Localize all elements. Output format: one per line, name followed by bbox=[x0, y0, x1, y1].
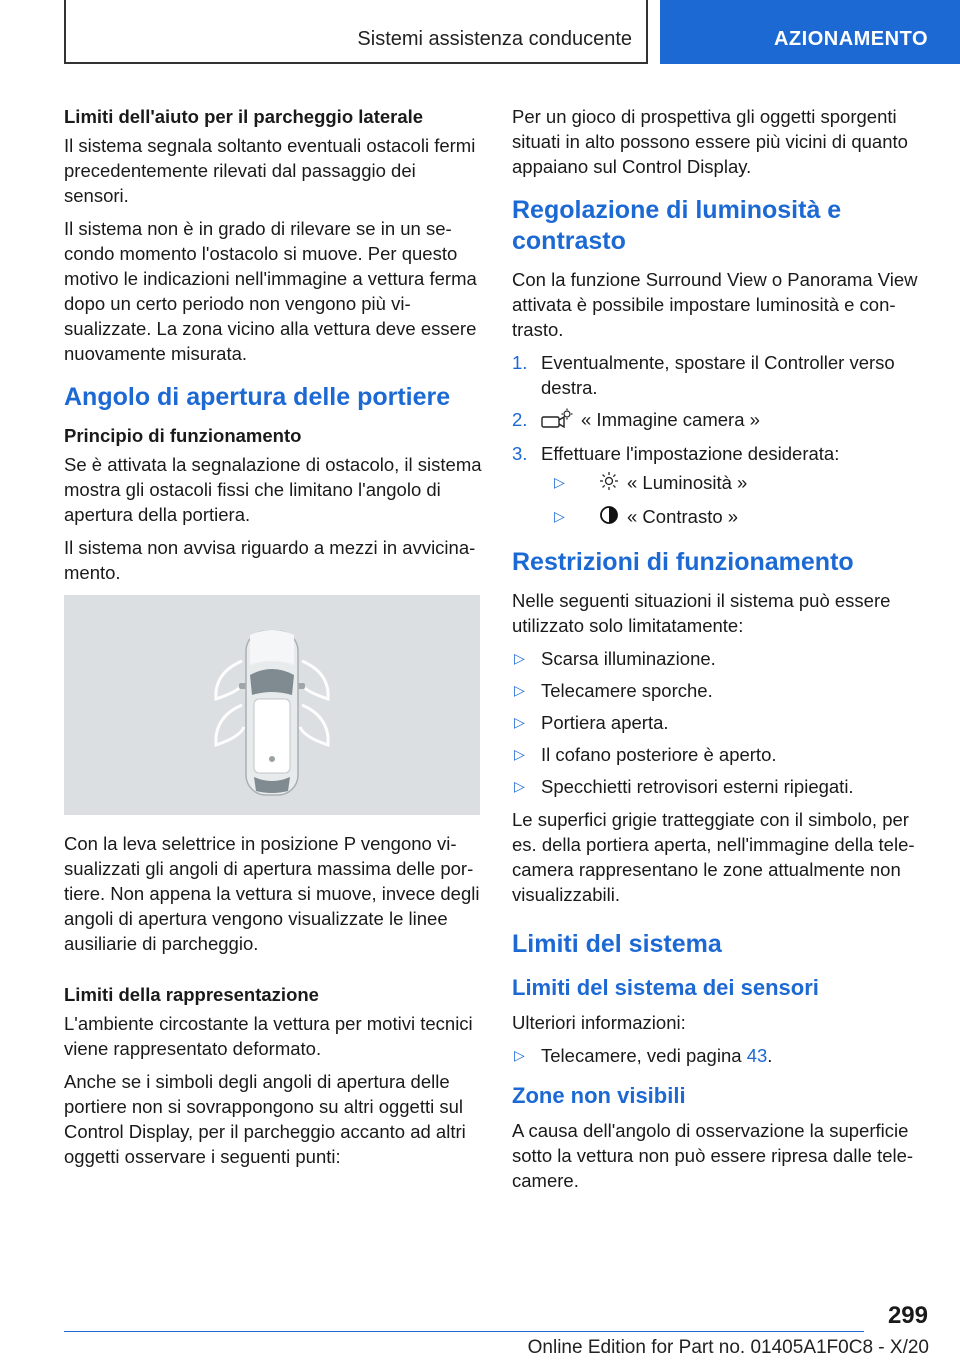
list-item bbox=[512, 646, 932, 671]
list-item-text: Scarsa illuminazione. bbox=[541, 648, 716, 670]
list-item bbox=[512, 774, 932, 799]
paragraph: L'ambiente circostante la vettura per motivi tecnici viene rappresentato deformato. bbox=[64, 1013, 473, 1059]
heading-principle: Principio di funzionamento bbox=[64, 425, 302, 446]
heading-brightness-contrast: Regolazione di luminosità e contrasto bbox=[512, 196, 842, 255]
right-column bbox=[512, 104, 932, 1201]
sensor-info-list bbox=[512, 1043, 932, 1068]
paragraph: Il sistema non avvisa riguardo a mezzi in avvicinamento. bbox=[64, 537, 476, 583]
list-item bbox=[541, 470, 932, 497]
steps-list bbox=[512, 350, 932, 531]
list-item-text: Telecamere sporche. bbox=[541, 680, 713, 702]
bullet-marker: ▷ bbox=[514, 746, 525, 763]
paragraph: Il sistema non è in grado di rilevare se in un secondo momento l'ostacolo si muove. Per questo motivo le indicazioni nell'immagine a vettura ferma dopo un certo periodo non vengono più visualizzate. La zona vicino alla vettura deve essere nuovamente misurata. bbox=[64, 218, 477, 364]
list-item bbox=[541, 504, 932, 531]
heading-lateral-parking-limits: Limiti dell'aiuto per il parcheggio laterale bbox=[64, 106, 424, 127]
paragraph: Con la leva selettrice in posizione P vengono visualizzati gli angoli di apertura massima delle portiere. Non appena la vettura si muove, invece degli angoli di apertura vengono visualizzate le linee ausiliarie di parcheggio. bbox=[64, 833, 480, 954]
list-item-text: Telecamere, vedi pagina bbox=[541, 1045, 742, 1067]
step-text: Eventualmente, spostare il Controller verso destra. bbox=[541, 352, 895, 398]
step-text: « Immagine camera » bbox=[581, 409, 760, 430]
paragraph: A causa dell'angolo di osservazione la superficie sotto la vettura non può essere ripresa dalle telecamere. bbox=[512, 1120, 914, 1192]
bullet-marker: ▷ bbox=[514, 1047, 525, 1064]
bullet-marker: ▷ bbox=[554, 474, 565, 491]
paragraph: Nelle seguenti situazioni il sistema può essere utilizzato solo limitatamente: bbox=[512, 590, 891, 637]
list-item-text: Portiera aperta. bbox=[541, 712, 669, 734]
header-section-title: Sistemi assistenza conducente bbox=[357, 28, 632, 50]
brightness-icon bbox=[599, 471, 619, 497]
paragraph: Ulteriori informazioni: bbox=[512, 1012, 686, 1034]
heading-representation-limits: Limiti della rappresentazione bbox=[64, 984, 319, 1005]
bullet-marker: ▷ bbox=[514, 714, 525, 731]
contrast-icon bbox=[599, 505, 619, 531]
list-item-period: . bbox=[767, 1045, 773, 1067]
list-item bbox=[512, 678, 932, 703]
restrictions-list bbox=[512, 646, 932, 799]
header-chapter-title: AZIONAMENTO bbox=[773, 28, 928, 50]
header-chapter-tab bbox=[660, 0, 960, 64]
left-column bbox=[64, 104, 482, 1177]
paragraph: Le superfici grigie tratteggiate con il simbolo, per es. della portiera aperta, nell'immagine della telecamera rappresentano le zone attualmente non visualizzabili. bbox=[512, 809, 915, 906]
paragraph: Il sistema segnala soltanto eventuali ostacoli fermi precedentemente rilevati dal passaggio dei sensori. bbox=[64, 135, 476, 206]
list-item-text: Il cofano posteriore è aperto. bbox=[541, 744, 777, 766]
step-item bbox=[512, 407, 932, 434]
paragraph: Anche se i simboli degli angoli di apertura delle portiere non si sovrappongono su altri oggetti sul Control Display, per il parcheggio accanto ad altri oggetti osservare i seguenti punti: bbox=[64, 1071, 466, 1167]
list-item bbox=[512, 742, 932, 767]
heading-function-restrictions: Restrizioni di funzionamento bbox=[512, 548, 854, 577]
page-number: 299 bbox=[887, 1302, 928, 1329]
list-item bbox=[512, 710, 932, 735]
step-item bbox=[512, 350, 932, 400]
list-item-text: « Luminosità » bbox=[627, 472, 748, 494]
header-section-box bbox=[64, 0, 648, 64]
paragraph: Se è attivata la segnalazione di ostacolo, il sistema mostra gli ostacoli fissi che limitano l'angolo di apertura della portiera. bbox=[64, 454, 482, 525]
heading-sensor-limits: Limiti del sistema dei sensori bbox=[512, 975, 819, 1001]
bullet-marker: ▷ bbox=[554, 508, 565, 525]
step-item bbox=[512, 441, 932, 531]
paragraph: Per un gioco di prospettiva gli oggetti sporgenti situati in alto possono essere più vicini di quanto appaiano sul Control Display. bbox=[512, 106, 908, 177]
heading-door-opening-angle: Angolo di apertura delle portiere bbox=[64, 383, 451, 411]
footer-edition: Online Edition for Part no. 01405A1F0C8 - X/20 bbox=[527, 1337, 929, 1358]
footer-rule bbox=[64, 1331, 864, 1332]
paragraph: Con la funzione Surround View o Panorama View attivata è possibile impostare luminosità e contrasto. bbox=[512, 269, 918, 340]
list-item-text: « Contrasto » bbox=[627, 506, 739, 528]
step-number: 2. bbox=[512, 409, 528, 430]
heading-invisible-zones: Zone non visibili bbox=[512, 1083, 686, 1109]
list-item bbox=[512, 1043, 932, 1068]
bullet-marker: ▷ bbox=[514, 650, 525, 667]
step-number: 1. bbox=[512, 352, 528, 373]
settings-sublist bbox=[541, 470, 932, 531]
step-text: Effettuare l'impostazione desiderata: bbox=[541, 443, 840, 465]
car-door-angle-illustration bbox=[64, 595, 480, 815]
step-number: 3. bbox=[512, 443, 528, 465]
page-link-43[interactable]: 43 bbox=[746, 1045, 768, 1067]
heading-system-limits: Limiti del sistema bbox=[512, 930, 722, 959]
bullet-marker: ▷ bbox=[514, 778, 525, 795]
camera-settings-icon bbox=[541, 408, 573, 434]
bullet-marker: ▷ bbox=[514, 682, 525, 699]
list-item-text: Specchietti retrovisori esterni ripiegati. bbox=[541, 776, 854, 798]
